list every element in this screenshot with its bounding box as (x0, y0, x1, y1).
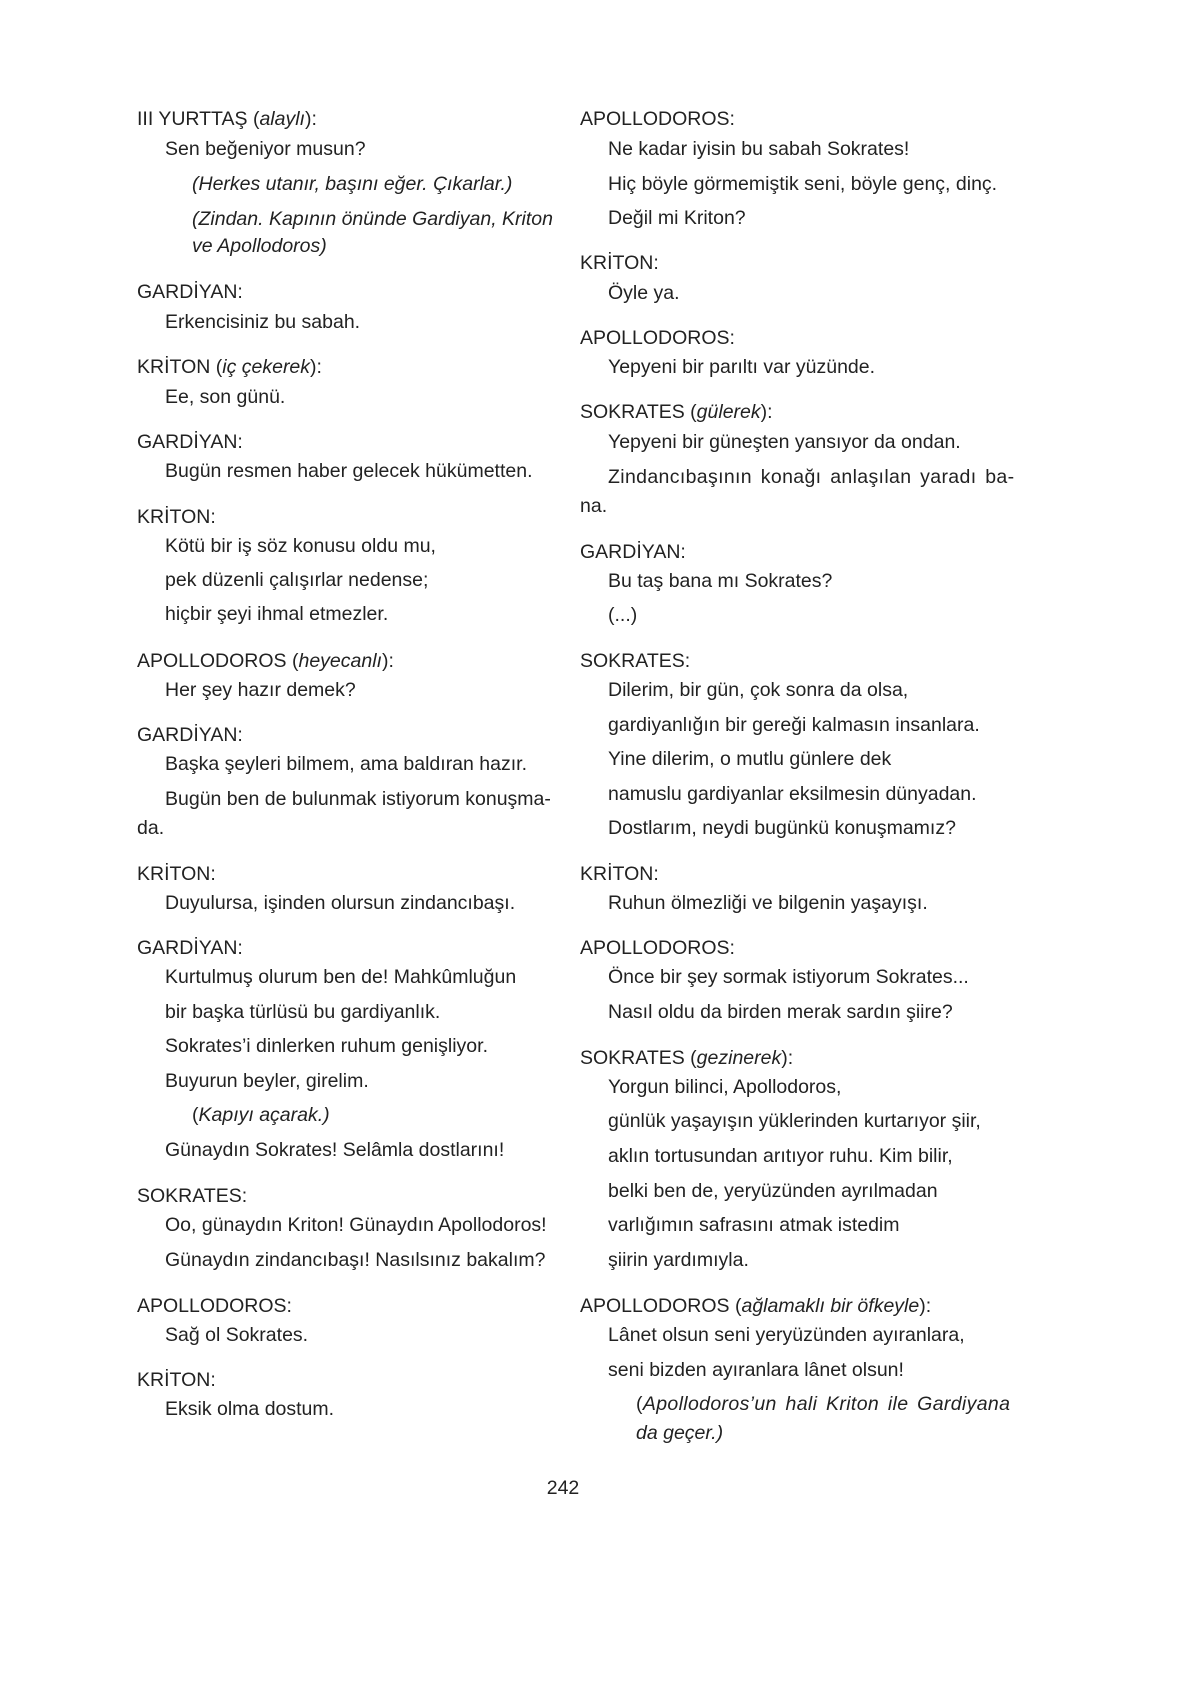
dialogue-line: Yepyeni bir parıltı var yüzünde. (608, 356, 876, 378)
dialogue-line: belki ben de, yeryüzünden ayrılmadan (608, 1180, 938, 1202)
speaker-label (580, 862, 659, 886)
colon: : (237, 431, 243, 453)
dialogue-line: Yorgun bilinci, Apollodoros, (608, 1076, 842, 1098)
dialogue-line: Yine dilerim, o mutlu günlere dek (608, 748, 892, 770)
speaker-name: KRİTON (137, 1369, 211, 1391)
dialogue-line: Buyurun beyler, girelim. (165, 1070, 369, 1092)
speaker-name: KRİTON (137, 863, 211, 885)
colon: : (653, 252, 659, 274)
speaker-name: APOLLODOROS (580, 327, 730, 349)
paren-open: ( (636, 1393, 643, 1415)
dialogue-line: Erkencisiniz bu sabah. (165, 311, 361, 333)
dialogue-line: Başka şeyleri bilmem, ama baldıran hazır. (165, 753, 527, 775)
dialogue-line: Sokrates’i dinlerken ruhum genişliyor. (165, 1035, 488, 1057)
colon: : (729, 937, 735, 959)
stage-direction (636, 1392, 1010, 1416)
dialogue-line: Bu taş bana mı Sokrates? (608, 570, 833, 592)
dialogue-line: Sağ ol Sokrates. (165, 1324, 309, 1346)
colon: : (729, 327, 735, 349)
speaker-label (580, 1046, 793, 1070)
paren-open: ( (684, 1047, 697, 1069)
speaker-name: SOKRATES (580, 650, 685, 672)
speaker-label (580, 1294, 931, 1318)
speaker-label (137, 107, 317, 131)
paren-open: ( (192, 1104, 199, 1126)
paren-open: ( (210, 356, 223, 378)
dialogue-line: Önce bir şey sormak istiyorum Sokrates... (608, 966, 969, 988)
stage-direction (192, 1103, 330, 1127)
dialogue-line: da. (137, 817, 165, 839)
stage-direction: (Zindan. Kapının önünde Gardiyan, Kriton (192, 208, 553, 230)
dialogue-line: Değil mi Kriton? (608, 207, 746, 229)
speaker-label (137, 862, 216, 886)
speaker-label (580, 107, 735, 131)
stage-direction-text: Kapıyı açarak. (198, 1104, 324, 1126)
speaker-label (580, 326, 735, 350)
speaker-name: III YURTTAŞ (137, 108, 248, 130)
paren-close: ): (781, 1047, 794, 1069)
dialogue-line: Her şey hazır demek? (165, 679, 356, 701)
colon: : (210, 1369, 216, 1391)
colon: : (237, 281, 243, 303)
dialogue-line: pek düzenli çalışırlar nedense; (165, 569, 429, 591)
dialogue-line: şiirin yardımıyla. (608, 1249, 749, 1271)
paren-close: ): (310, 356, 322, 378)
dialogue-line: Öyle ya. (608, 282, 680, 304)
colon: : (286, 1295, 292, 1317)
dialogue-line: Yepyeni bir güneşten yansıyor da ondan. (608, 431, 961, 453)
dialogue-line: na. (580, 495, 608, 517)
dialogue-line: Kurtulmuş olurum ben de! Mahkûmluğun (165, 966, 517, 988)
dialogue-line: Ne kadar iyisin bu sabah Sokrates! (608, 138, 910, 160)
paren-close: ) (323, 1104, 330, 1126)
dialogue-line: Bugün ben de bulunmak istiyorum konuşma- (165, 788, 551, 810)
stage-direction: ve Apollodoros) (192, 235, 327, 257)
dialogue-line: varlığımın safrasını atmak istedim (608, 1214, 900, 1236)
paren-close: ): (919, 1295, 932, 1317)
dialogue-line: Bugün resmen haber gelecek hükümetten. (165, 460, 533, 482)
colon: : (210, 506, 216, 528)
speaker-label (137, 723, 243, 747)
speaker-direction: gülerek (696, 401, 761, 423)
dialogue-line: Eksik olma dostum. (165, 1398, 335, 1420)
dialogue-line: namuslu gardiyanlar eksilmesin dünyadan. (608, 783, 977, 805)
speaker-name: APOLLODOROS (580, 937, 730, 959)
speaker-name: KRİTON (137, 356, 211, 378)
speaker-name: KRİTON (137, 506, 211, 528)
speaker-direction: gezinerek (696, 1047, 782, 1069)
speaker-direction: alaylı (259, 108, 305, 130)
speaker-label (580, 649, 690, 673)
speaker-label (137, 1184, 247, 1208)
colon: : (729, 108, 735, 130)
speaker-name: APOLLODOROS (580, 1295, 730, 1317)
dialogue-line: (...) (608, 604, 638, 626)
speaker-label (580, 540, 686, 564)
speaker-direction: iç çekerek (222, 356, 311, 378)
dialogue-line: aklın tortusundan arıtıyor ruhu. Kim bilir, (608, 1145, 953, 1167)
dialogue-line: Oo, günaydın Kriton! Günaydın Apollodoros! (165, 1214, 547, 1236)
stage-direction: da geçer.) (636, 1422, 724, 1444)
paren-open: ( (286, 650, 299, 672)
speaker-name: GARDİYAN (137, 281, 238, 303)
speaker-name: GARDİYAN (137, 937, 238, 959)
speaker-direction: ağlamaklı bir öfkeyle (741, 1295, 920, 1317)
speaker-label (137, 430, 243, 454)
stage-direction: (Herkes utanır, başını eğer. Çıkarlar.) (192, 173, 513, 195)
speaker-name: SOKRATES (580, 1047, 685, 1069)
paren-open: ( (729, 1295, 742, 1317)
dialogue-line: Ee, son günü. (165, 386, 286, 408)
dialogue-line: Lânet olsun seni yeryüzünden ayıranlara, (608, 1324, 965, 1346)
speaker-name: APOLLODOROS (137, 1295, 287, 1317)
paren-close: ): (760, 401, 773, 423)
paren-close: ): (381, 650, 394, 672)
dialogue-line: Sen beğeniyor musun? (165, 138, 366, 160)
colon: : (684, 650, 691, 672)
dialogue-line: Günaydın Sokrates! Selâmla dostlarını! (165, 1139, 505, 1161)
speaker-label (137, 505, 216, 529)
dialogue-line: bir başka türlüsü bu gardiyanlık. (165, 1001, 441, 1023)
speaker-name: KRİTON (580, 863, 654, 885)
speaker-name: SOKRATES (580, 401, 685, 423)
speaker-label (580, 936, 735, 960)
speaker-label (137, 1294, 292, 1318)
dialogue-line: Duyulursa, işinden olursun zindancıbaşı. (165, 892, 516, 914)
speaker-name: KRİTON (580, 252, 654, 274)
colon: : (241, 1185, 248, 1207)
dialogue-line: Ruhun ölmezliği ve bilgenin yaşayışı. (608, 892, 928, 914)
dialogue-line: Zindancıbaşının konağı anlaşılan yaradı ba- (608, 466, 1015, 488)
dialogue-line: seni bizden ayıranlara lânet olsun! (608, 1359, 904, 1381)
dialogue-line: Hiç böyle görmemiştik seni, böyle genç, dinç. (608, 173, 998, 195)
dialogue-line: gardiyanlığın bir gereği kalmasın insanlara. (608, 714, 980, 736)
colon: : (653, 863, 659, 885)
speaker-name: APOLLODOROS (580, 108, 730, 130)
dialogue-line: Nasıl oldu da birden merak sardın şiire? (608, 1001, 953, 1023)
paren-close: ): (304, 108, 317, 130)
speaker-label (137, 936, 243, 960)
dialogue-line: Dilerim, bir gün, çok sonra da olsa, (608, 679, 909, 701)
page-number: 242 (546, 1477, 580, 1499)
paren-open: ( (247, 108, 260, 130)
dialogue-line: günlük yaşayışın yüklerinden kurtarıyor şiir, (608, 1110, 981, 1132)
speaker-label (137, 280, 243, 304)
speaker-label (137, 1368, 216, 1392)
dialogue-line: hiçbir şeyi ihmal etmezler. (165, 603, 389, 625)
colon: : (680, 541, 686, 563)
speaker-name: GARDİYAN (580, 541, 681, 563)
colon: : (237, 937, 243, 959)
speaker-name: GARDİYAN (137, 724, 238, 746)
paren-open: ( (684, 401, 697, 423)
speaker-name: GARDİYAN (137, 431, 238, 453)
stage-direction-text: Apollodoros’un hali Kriton ile Gardiyana (642, 1393, 1011, 1415)
dialogue-line: Kötü bir iş söz konusu oldu mu, (165, 535, 436, 557)
speaker-label (580, 251, 659, 275)
speaker-label (137, 355, 322, 379)
colon: : (210, 863, 216, 885)
speaker-name: APOLLODOROS (137, 650, 287, 672)
speaker-direction: heyecanlı (298, 650, 382, 672)
dialogue-line: Günaydın zindancıbaşı! Nasılsınız bakalım? (165, 1249, 546, 1271)
speaker-label (137, 649, 394, 673)
speaker-name: SOKRATES (137, 1185, 242, 1207)
speaker-label (580, 400, 773, 424)
colon: : (237, 724, 243, 746)
dialogue-line: Dostlarım, neydi bugünkü konuşmamız? (608, 817, 956, 839)
